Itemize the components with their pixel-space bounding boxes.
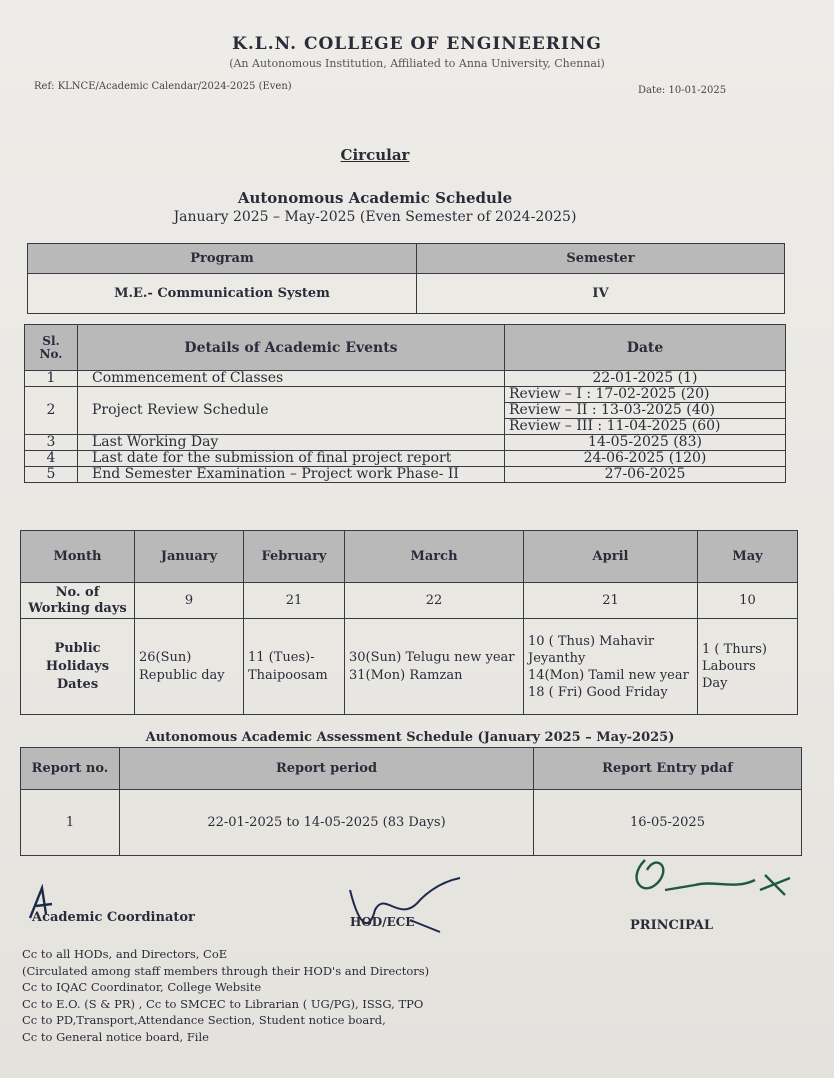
circular-heading: Circular <box>340 146 410 164</box>
event-row: 2 Project Review Schedule Review – I : 17-02-2025 (20) Review – II : 13-03-2025 (40) Review – III : 11-04-2025 (60) <box>25 387 786 435</box>
holidays-row: Public Holidays Dates 26(Sun) Republic day 11 (Tues)- Thaipoosam 30(Sun) Telugu new year 31(Mon) Ramzan 10 ( Thus) Mahavir Jeyanthy 14(Mon) Tamil new year 18 ( Fri) Good Friday 1 ( Thurs) Labours Day <box>21 619 798 715</box>
program-header: Program <box>28 244 417 274</box>
program-table <box>27 243 785 314</box>
cc-list <box>22 946 429 1045</box>
working-days-row: No. of Working days 9 21 22 21 10 <box>21 583 798 619</box>
hod-label: HOD/ECE <box>350 915 415 929</box>
semester-value: IV <box>417 274 785 314</box>
review-1: Review – I : 17-02-2025 (20) <box>505 387 785 403</box>
schedule-title: Autonomous Academic Schedule <box>237 189 513 207</box>
schedule-period: January 2025 – May-2025 (Even Semester of 2024-2025) <box>173 209 577 225</box>
events-table <box>24 324 786 483</box>
cc-line: Cc to all HODs, and Directors, CoE <box>22 947 228 961</box>
principal-label: PRINCIPAL <box>630 918 714 933</box>
cc-line: Cc to General notice board, File <box>22 1029 209 1044</box>
assessment-title: Autonomous Academic Assessment Schedule (January 2025 – May-2025) <box>145 730 675 745</box>
event-row: 5 End Semester Examination – Project work Phase- II 27-06-2025 <box>25 467 786 483</box>
date-header: Date <box>505 325 786 371</box>
sl-no-header: Sl. No. <box>25 325 78 371</box>
coordinator-label: Academic Coordinator <box>32 910 195 925</box>
assessment-table: Report no. Report period Report Entry pdaf 1 22-01-2025 to 14-05-2025 (83 Days) 16-05-2025 <box>20 747 802 856</box>
event-row: 4 Last date for the submission of final project report 24-06-2025 (120) <box>25 451 786 467</box>
program-name: M.E.- Communication System <box>28 274 417 314</box>
college-name: K.L.N. COLLEGE OF ENGINEERING <box>232 34 602 54</box>
principal-signature <box>625 850 805 910</box>
cc-line: Cc to IQAC Coordinator, College Website <box>22 980 262 994</box>
semester-header: Semester <box>417 244 785 274</box>
event-row: 3 Last Working Day 14-05-2025 (83) <box>25 435 786 451</box>
cc-line: Cc to E.O. (S & PR) , Cc to SMCEC to Librarian ( UG/PG), ISSG, TPO <box>22 996 424 1011</box>
review-3: Review – III : 11-04-2025 (60) <box>509 418 721 434</box>
hod-signature <box>340 870 470 940</box>
review-2: Review – II : 13-03-2025 (40) <box>505 403 785 419</box>
cc-line: (Circulated among staff members through their HOD's and Directors) <box>22 963 430 978</box>
college-subtitle: (An Autonomous Institution, Affiliated to Anna University, Chennai) <box>229 57 605 70</box>
month-header: Month <box>21 531 135 583</box>
reference-number: Ref: KLNCE/Academic Calendar/2024-2025 (Even) <box>34 81 292 92</box>
cc-line: Cc to PD,Transport,Attendance Section, Student notice board, <box>22 1013 386 1027</box>
details-header: Details of Academic Events <box>78 325 505 371</box>
working-days-table: Month January February March April May No. of Working days 9 21 22 21 10 Public Holidays Dates 26(Sun) Republic day 11 (Tues)- Thaipoosam 30(Sun) Telugu new year 31(Mon) Ramzan 10 ( Thus) Mahavir Jeyanthy 14(Mon) Tamil new year 18 ( Fri) Good Friday 1 ( Thurs) Labours Day <box>20 530 798 715</box>
event-row: 1 Commencement of Classes 22-01-2025 (1) <box>25 371 786 387</box>
assessment-row: 1 22-01-2025 to 14-05-2025 (83 Days) 16-05-2025 <box>21 790 802 856</box>
circular-date: Date: 10-01-2025 <box>638 85 727 96</box>
